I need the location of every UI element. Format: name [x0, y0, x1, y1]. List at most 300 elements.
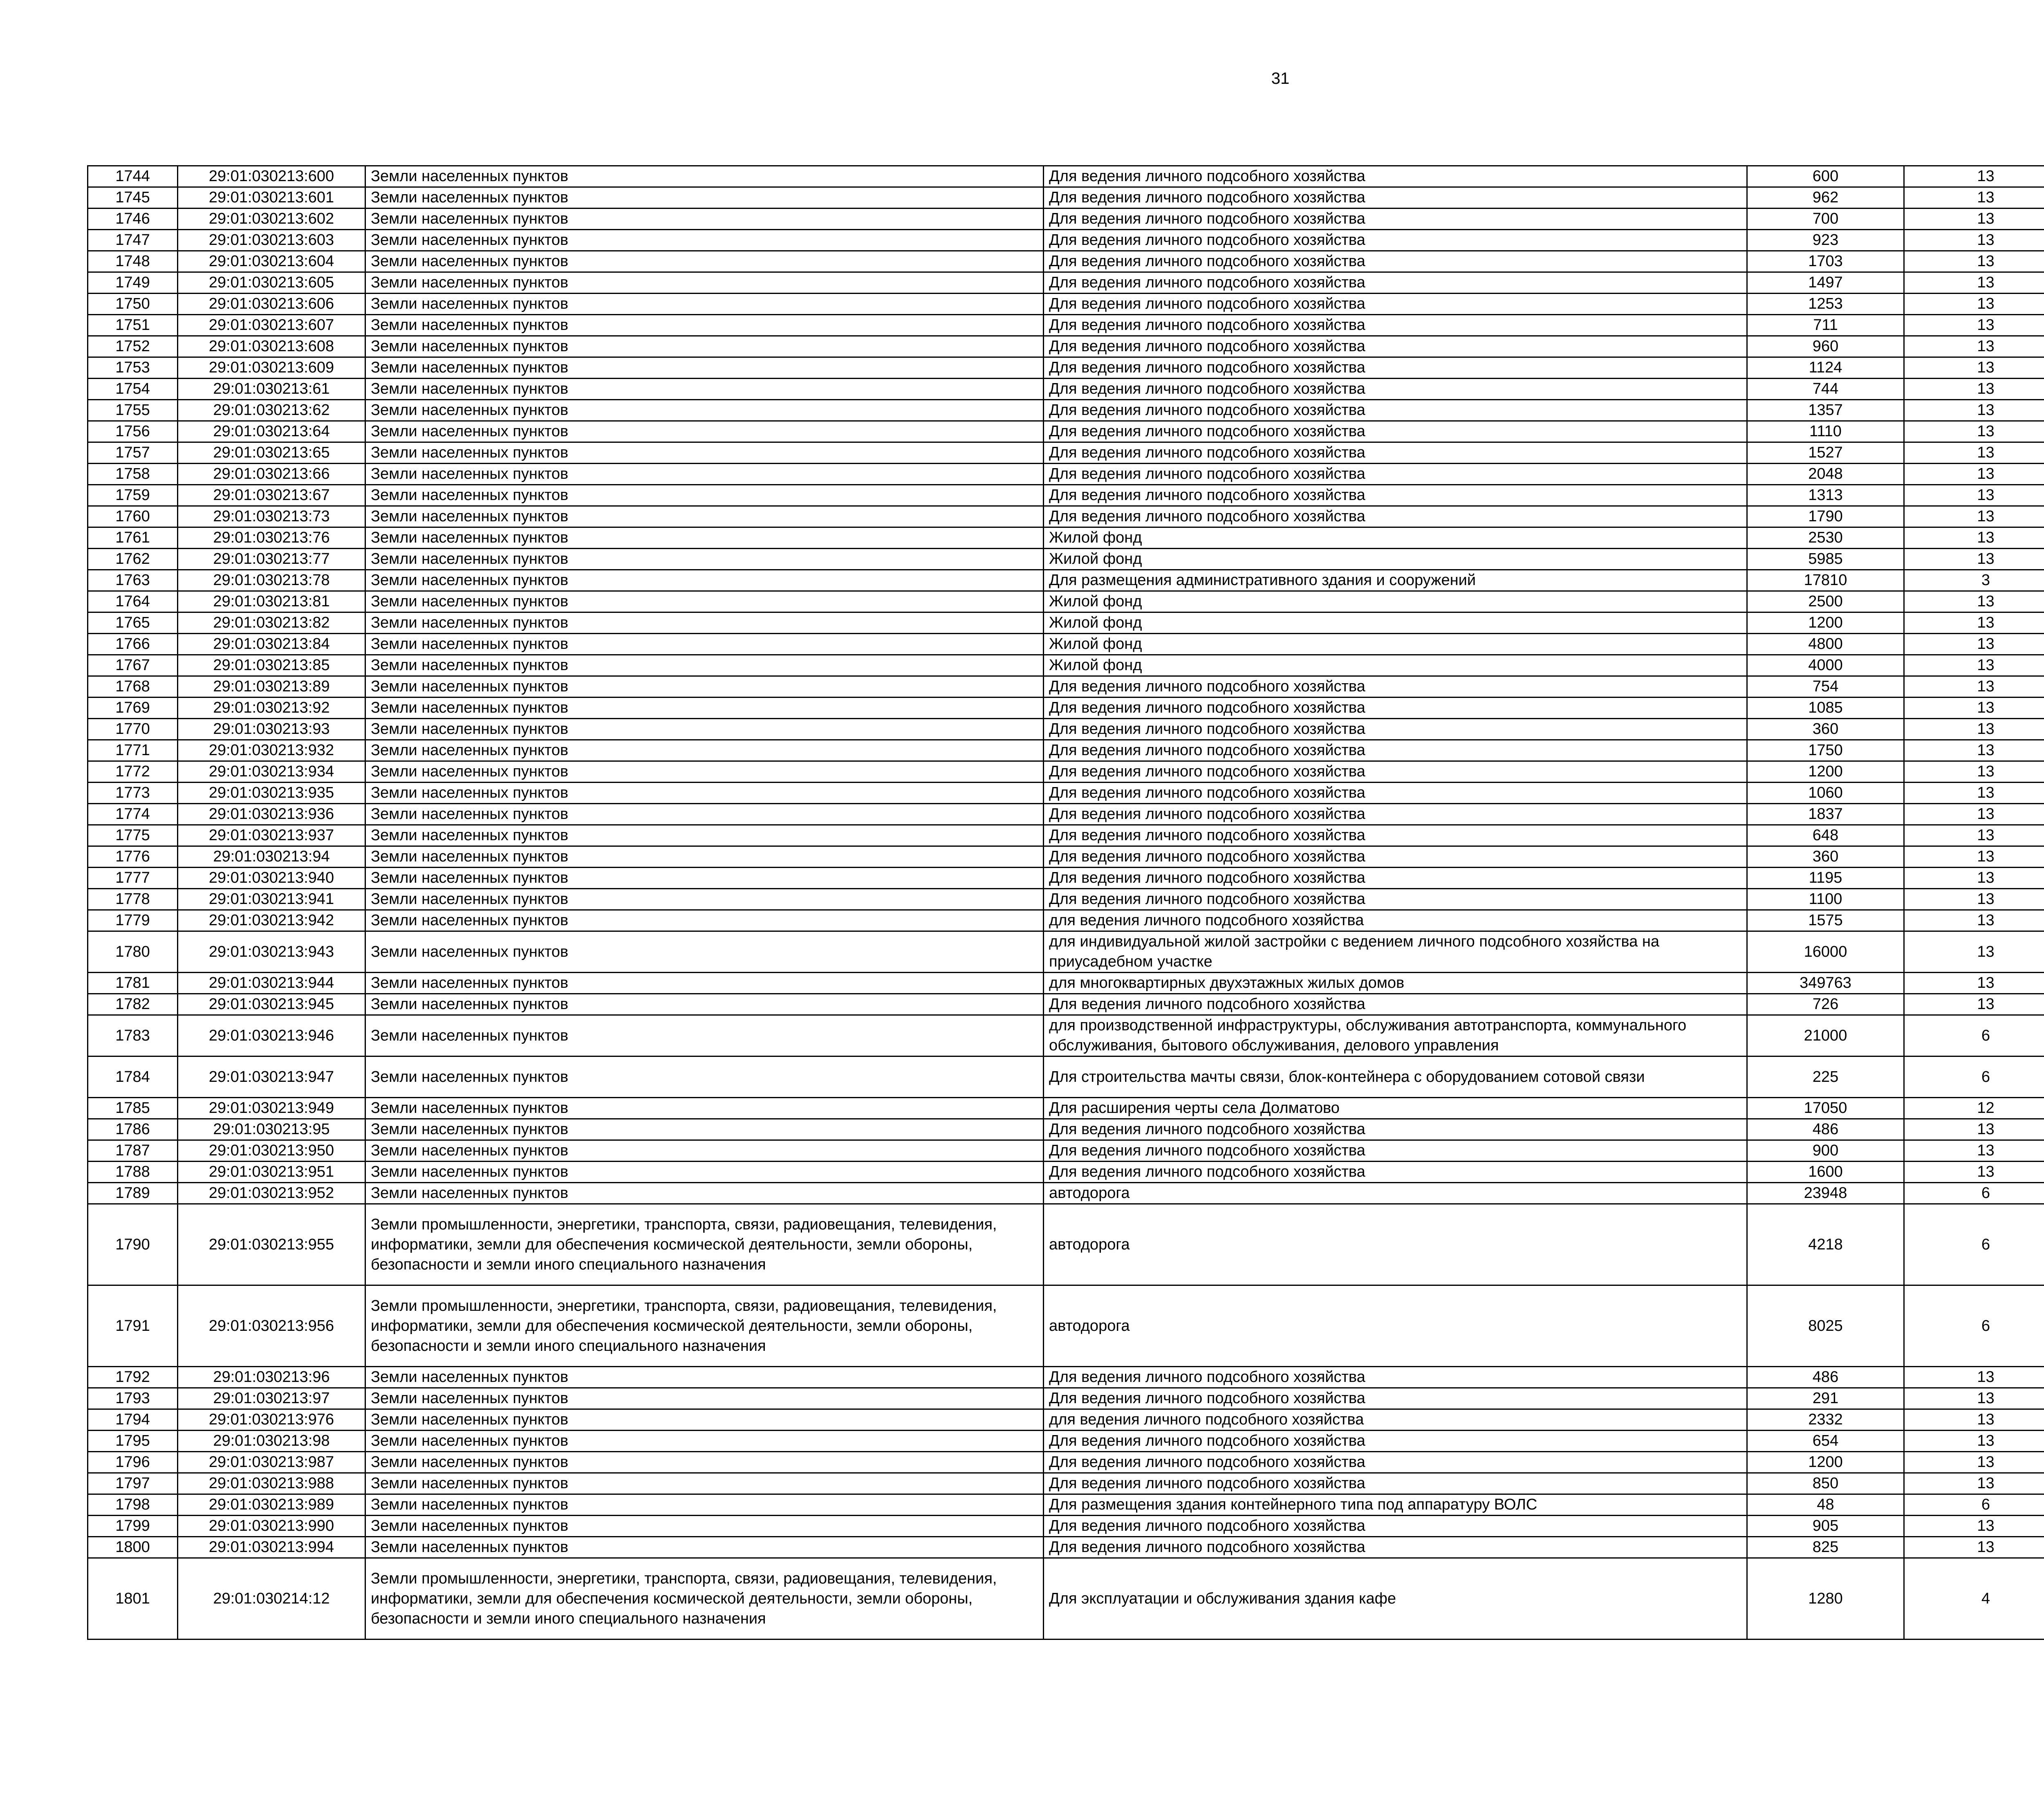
- area-value: 48: [1747, 1494, 1904, 1516]
- row-number: 1749: [88, 272, 178, 294]
- row-number: 1798: [88, 1494, 178, 1516]
- table-row: [88, 1473, 2044, 1494]
- table-row: [88, 1558, 2044, 1640]
- land-category: Земли населенных пунктов: [365, 868, 1044, 889]
- permitted-use: Для ведения личного подсобного хозяйства: [1044, 1162, 1747, 1183]
- table-row: [88, 591, 2044, 612]
- land-category: Земли населенных пунктов: [365, 1098, 1044, 1119]
- land-category: Земли населенных пунктов: [365, 1367, 1044, 1388]
- land-category: Земли населенных пунктов: [365, 634, 1044, 655]
- cadastral-number: 29:01:030213:936: [178, 804, 365, 825]
- cadastral-number: 29:01:030213:602: [178, 209, 365, 230]
- table-row: [88, 1204, 2044, 1285]
- land-category: Земли населенных пунктов: [365, 315, 1044, 336]
- cadastral-number: 29:01:030213:994: [178, 1537, 365, 1558]
- row-number: 1788: [88, 1162, 178, 1183]
- cadastral-number: 29:01:030213:95: [178, 1119, 365, 1140]
- area-value: 744: [1747, 379, 1904, 400]
- cadastral-number: 29:01:030213:81: [178, 591, 365, 612]
- permitted-use: Для ведения личного подсобного хозяйства: [1044, 251, 1747, 272]
- use-group: 13: [1904, 698, 2044, 719]
- table-row: [88, 506, 2044, 527]
- permitted-use: Для ведения личного подсобного хозяйства: [1044, 868, 1747, 889]
- cadastral-number: 29:01:030213:942: [178, 910, 365, 931]
- table-row: [88, 1285, 2044, 1367]
- row-number: 1794: [88, 1409, 178, 1431]
- table-row: [88, 570, 2044, 591]
- cadastral-number: 29:01:030213:946: [178, 1015, 365, 1056]
- use-group: 13: [1904, 187, 2044, 209]
- row-number: 1795: [88, 1431, 178, 1452]
- permitted-use: Жилой фонд: [1044, 612, 1747, 634]
- row-number: 1774: [88, 804, 178, 825]
- area-value: 2048: [1747, 464, 1904, 485]
- table-row: [88, 272, 2044, 294]
- row-number: 1759: [88, 485, 178, 506]
- cadastral-number: 29:01:030213:76: [178, 527, 365, 549]
- use-group: 13: [1904, 315, 2044, 336]
- row-number: 1745: [88, 187, 178, 209]
- table-row: [88, 357, 2044, 379]
- table-row: [88, 379, 2044, 400]
- use-group: 13: [1904, 230, 2044, 251]
- row-number: 1756: [88, 421, 178, 442]
- permitted-use: Для ведения личного подсобного хозяйства: [1044, 846, 1747, 868]
- table-row: [88, 612, 2044, 634]
- row-number: 1792: [88, 1367, 178, 1388]
- area-value: 1085: [1747, 698, 1904, 719]
- cadastral-number: 29:01:030213:608: [178, 336, 365, 357]
- permitted-use: Для эксплуатации и обслуживания здания кафе: [1044, 1558, 1747, 1640]
- table-row: [88, 230, 2044, 251]
- row-number: 1768: [88, 676, 178, 698]
- permitted-use: Для расширения черты села Долматово: [1044, 1098, 1747, 1119]
- use-group: 13: [1904, 442, 2044, 464]
- area-value: 850: [1747, 1473, 1904, 1494]
- cadastral-number: 29:01:030213:952: [178, 1183, 365, 1204]
- table-row: [88, 549, 2044, 570]
- permitted-use: Для ведения личного подсобного хозяйства: [1044, 761, 1747, 783]
- permitted-use: Для ведения личного подсобного хозяйства: [1044, 825, 1747, 846]
- area-value: 17810: [1747, 570, 1904, 591]
- use-group: 13: [1904, 166, 2044, 187]
- area-value: 1600: [1747, 1162, 1904, 1183]
- permitted-use: автодорога: [1044, 1183, 1747, 1204]
- land-category: Земли населенных пунктов: [365, 994, 1044, 1015]
- table-row: [88, 442, 2044, 464]
- cadastral-number: 29:01:030213:78: [178, 570, 365, 591]
- use-group: 13: [1904, 421, 2044, 442]
- permitted-use: Жилой фонд: [1044, 634, 1747, 655]
- cadastral-number: 29:01:030213:67: [178, 485, 365, 506]
- land-category: Земли населенных пунктов: [365, 1409, 1044, 1431]
- table-row: [88, 1431, 2044, 1452]
- table-row: [88, 209, 2044, 230]
- cadastral-number: 29:01:030213:92: [178, 698, 365, 719]
- use-group: 13: [1904, 994, 2044, 1015]
- land-category: Земли населенных пунктов: [365, 549, 1044, 570]
- table-row: [88, 1183, 2044, 1204]
- table-row: [88, 1516, 2044, 1537]
- area-value: 486: [1747, 1367, 1904, 1388]
- row-number: 1758: [88, 464, 178, 485]
- permitted-use: Для ведения личного подсобного хозяйства: [1044, 272, 1747, 294]
- row-number: 1751: [88, 315, 178, 336]
- table-row: [88, 187, 2044, 209]
- permitted-use: Жилой фонд: [1044, 655, 1747, 676]
- row-number: 1763: [88, 570, 178, 591]
- permitted-use: Для ведения личного подсобного хозяйства: [1044, 209, 1747, 230]
- row-number: 1748: [88, 251, 178, 272]
- use-group: 6: [1904, 1015, 2044, 1056]
- land-category: Земли населенных пунктов: [365, 251, 1044, 272]
- land-category: Земли населенных пунктов: [365, 527, 1044, 549]
- table-row: [88, 527, 2044, 549]
- land-category: Земли населенных пунктов: [365, 761, 1044, 783]
- table-row: [88, 973, 2044, 994]
- use-group: 13: [1904, 464, 2044, 485]
- cadastral-number: 29:01:030213:604: [178, 251, 365, 272]
- cadastral-number: 29:01:030213:65: [178, 442, 365, 464]
- permitted-use: Для ведения личного подсобного хозяйства: [1044, 994, 1747, 1015]
- cadastral-number: 29:01:030213:950: [178, 1140, 365, 1162]
- row-number: 1757: [88, 442, 178, 464]
- row-number: 1762: [88, 549, 178, 570]
- row-number: 1786: [88, 1119, 178, 1140]
- area-value: 700: [1747, 209, 1904, 230]
- use-group: 13: [1904, 1516, 2044, 1537]
- land-category: Земли населенных пунктов: [365, 698, 1044, 719]
- row-number: 1780: [88, 931, 178, 973]
- area-value: 905: [1747, 1516, 1904, 1537]
- use-group: 13: [1904, 506, 2044, 527]
- permitted-use: Для ведения личного подсобного хозяйства: [1044, 1119, 1747, 1140]
- use-group: 13: [1904, 485, 2044, 506]
- page-number: 31: [1271, 70, 1290, 87]
- row-number: 1755: [88, 400, 178, 421]
- row-number: 1775: [88, 825, 178, 846]
- use-group: 13: [1904, 783, 2044, 804]
- cadastral-number: 29:01:030213:990: [178, 1516, 365, 1537]
- permitted-use: Для ведения личного подсобного хозяйства: [1044, 187, 1747, 209]
- table-row: [88, 1119, 2044, 1140]
- cadastral-number: 29:01:030213:97: [178, 1388, 365, 1409]
- land-category: Земли населенных пунктов: [365, 570, 1044, 591]
- land-category: Земли промышленности, энергетики, транспорта, связи, радиовещания, телевидения, информатики, земли для обеспечения космической деятельности, земли обороны, безопасности и земли иного специального назначения: [365, 1204, 1044, 1285]
- row-number: 1782: [88, 994, 178, 1015]
- use-group: 13: [1904, 1409, 2044, 1431]
- land-category: Земли населенных пунктов: [365, 166, 1044, 187]
- land-category: Земли населенных пунктов: [365, 442, 1044, 464]
- land-category: Земли населенных пунктов: [365, 612, 1044, 634]
- area-value: 1750: [1747, 740, 1904, 761]
- area-value: 21000: [1747, 1015, 1904, 1056]
- table-row: [88, 783, 2044, 804]
- cadastral-number: 29:01:030213:96: [178, 1367, 365, 1388]
- permitted-use: Для ведения личного подсобного хозяйства: [1044, 698, 1747, 719]
- row-number: 1777: [88, 868, 178, 889]
- area-value: 1280: [1747, 1558, 1904, 1640]
- land-category: Земли промышленности, энергетики, транспорта, связи, радиовещания, телевидения, информатики, земли для обеспечения космической деятельности, земли обороны, безопасности и земли иного специального назначения: [365, 1285, 1044, 1367]
- land-category: Земли населенных пунктов: [365, 336, 1044, 357]
- area-value: 600: [1747, 166, 1904, 187]
- table-row: [88, 166, 2044, 187]
- table-row: [88, 336, 2044, 357]
- table-row: [88, 910, 2044, 931]
- cadastral-number: 29:01:030213:947: [178, 1056, 365, 1098]
- row-number: 1772: [88, 761, 178, 783]
- table-row: [88, 1367, 2044, 1388]
- cadastral-number: 29:01:030213:944: [178, 973, 365, 994]
- land-category: Земли населенных пунктов: [365, 783, 1044, 804]
- permitted-use: Для ведения личного подсобного хозяйства: [1044, 1516, 1747, 1537]
- table-row: [88, 464, 2044, 485]
- cadastral-number: 29:01:030213:956: [178, 1285, 365, 1367]
- permitted-use: Для ведения личного подсобного хозяйства: [1044, 442, 1747, 464]
- area-value: 711: [1747, 315, 1904, 336]
- use-group: 13: [1904, 1431, 2044, 1452]
- cadastral-number: 29:01:030213:932: [178, 740, 365, 761]
- cadastral-number: 29:01:030213:934: [178, 761, 365, 783]
- area-value: 960: [1747, 336, 1904, 357]
- cadastral-number: 29:01:030213:94: [178, 846, 365, 868]
- cadastral-number: 29:01:030213:935: [178, 783, 365, 804]
- cadastral-number: 29:01:030213:989: [178, 1494, 365, 1516]
- row-number: 1789: [88, 1183, 178, 1204]
- row-number: 1787: [88, 1140, 178, 1162]
- land-category: Земли населенных пунктов: [365, 1388, 1044, 1409]
- permitted-use: Жилой фонд: [1044, 591, 1747, 612]
- cadastral-number: 29:01:030213:988: [178, 1473, 365, 1494]
- table-row: [88, 655, 2044, 676]
- table-row: [88, 804, 2044, 825]
- land-category: Земли населенных пунктов: [365, 400, 1044, 421]
- permitted-use: Для ведения личного подсобного хозяйства: [1044, 294, 1747, 315]
- use-group: 13: [1904, 379, 2044, 400]
- table-row: [88, 400, 2044, 421]
- row-number: 1764: [88, 591, 178, 612]
- table-row: [88, 315, 2044, 336]
- row-number: 1765: [88, 612, 178, 634]
- cadastral-number: 29:01:030213:609: [178, 357, 365, 379]
- use-group: 4: [1904, 1558, 2044, 1640]
- cadastral-number: 29:01:030213:937: [178, 825, 365, 846]
- area-value: 825: [1747, 1537, 1904, 1558]
- area-value: 1060: [1747, 783, 1904, 804]
- use-group: 13: [1904, 825, 2044, 846]
- cadastral-number: 29:01:030213:606: [178, 294, 365, 315]
- land-category: Земли населенных пунктов: [365, 719, 1044, 740]
- row-number: 1797: [88, 1473, 178, 1494]
- permitted-use: для производственной инфраструктуры, обслуживания автотранспорта, коммунального обслуживания, бытового обслуживания, делового управления: [1044, 1015, 1747, 1056]
- use-group: 6: [1904, 1494, 2044, 1516]
- table-row: [88, 761, 2044, 783]
- cadastral-number: 29:01:030213:82: [178, 612, 365, 634]
- land-category: Земли населенных пунктов: [365, 825, 1044, 846]
- permitted-use: Для ведения личного подсобного хозяйства: [1044, 485, 1747, 506]
- permitted-use: автодорога: [1044, 1204, 1747, 1285]
- land-category: Земли населенных пунктов: [365, 1516, 1044, 1537]
- permitted-use: Для ведения личного подсобного хозяйства: [1044, 506, 1747, 527]
- permitted-use: Для размещения административного здания и сооружений: [1044, 570, 1747, 591]
- row-number: 1746: [88, 209, 178, 230]
- area-value: 23948: [1747, 1183, 1904, 1204]
- permitted-use: Для ведения личного подсобного хозяйства: [1044, 783, 1747, 804]
- permitted-use: Для ведения личного подсобного хозяйства: [1044, 1367, 1747, 1388]
- permitted-use: Для ведения личного подсобного хозяйства: [1044, 400, 1747, 421]
- land-category: Земли населенных пунктов: [365, 187, 1044, 209]
- table-row: [88, 1494, 2044, 1516]
- table-row: [88, 994, 2044, 1015]
- land-category: Земли населенных пунктов: [365, 209, 1044, 230]
- use-group: 13: [1904, 634, 2044, 655]
- area-value: 1790: [1747, 506, 1904, 527]
- use-group: 13: [1904, 1140, 2044, 1162]
- permitted-use: Для размещения здания контейнерного типа под аппаратуру ВОЛС: [1044, 1494, 1747, 1516]
- row-number: 1761: [88, 527, 178, 549]
- area-value: 486: [1747, 1119, 1904, 1140]
- land-category: Земли населенных пунктов: [365, 294, 1044, 315]
- use-group: 13: [1904, 1388, 2044, 1409]
- row-number: 1744: [88, 166, 178, 187]
- cadastral-number: 29:01:030213:607: [178, 315, 365, 336]
- permitted-use: Для ведения личного подсобного хозяйства: [1044, 379, 1747, 400]
- permitted-use: Для ведения личного подсобного хозяйства: [1044, 1473, 1747, 1494]
- row-number: 1793: [88, 1388, 178, 1409]
- row-number: 1796: [88, 1452, 178, 1473]
- cadastral-number: 29:01:030213:603: [178, 230, 365, 251]
- area-value: 349763: [1747, 973, 1904, 994]
- area-value: 360: [1747, 719, 1904, 740]
- table-row: [88, 421, 2044, 442]
- area-value: 1313: [1747, 485, 1904, 506]
- cadastral-number: 29:01:030213:84: [178, 634, 365, 655]
- table-row: [88, 1452, 2044, 1473]
- land-category: Земли населенных пунктов: [365, 655, 1044, 676]
- row-number: 1776: [88, 846, 178, 868]
- cadastral-number: 29:01:030213:89: [178, 676, 365, 698]
- row-number: 1778: [88, 889, 178, 910]
- table-row: [88, 1140, 2044, 1162]
- use-group: 12: [1904, 1098, 2044, 1119]
- land-category: Земли населенных пунктов: [365, 1431, 1044, 1452]
- permitted-use: Для ведения личного подсобного хозяйства: [1044, 889, 1747, 910]
- row-number: 1801: [88, 1558, 178, 1640]
- row-number: 1767: [88, 655, 178, 676]
- use-group: 13: [1904, 272, 2044, 294]
- land-category: Земли населенных пунктов: [365, 1162, 1044, 1183]
- use-group: 6: [1904, 1183, 2044, 1204]
- land-category: Земли населенных пунктов: [365, 379, 1044, 400]
- row-number: 1753: [88, 357, 178, 379]
- land-category: Земли населенных пунктов: [365, 1473, 1044, 1494]
- area-value: 1575: [1747, 910, 1904, 931]
- row-number: 1791: [88, 1285, 178, 1367]
- permitted-use: Жилой фонд: [1044, 549, 1747, 570]
- cadastral-number: 29:01:030213:951: [178, 1162, 365, 1183]
- permitted-use: Для ведения личного подсобного хозяйства: [1044, 804, 1747, 825]
- permitted-use: Для ведения личного подсобного хозяйства: [1044, 719, 1747, 740]
- use-group: 13: [1904, 868, 2044, 889]
- table-row: [88, 698, 2044, 719]
- permitted-use: Для ведения личного подсобного хозяйства: [1044, 740, 1747, 761]
- use-group: 13: [1904, 910, 2044, 931]
- row-number: 1750: [88, 294, 178, 315]
- land-category: Земли населенных пунктов: [365, 1452, 1044, 1473]
- cadastral-number: 29:01:030213:93: [178, 719, 365, 740]
- land-category: Земли населенных пунктов: [365, 931, 1044, 973]
- land-category: Земли населенных пунктов: [365, 1537, 1044, 1558]
- row-number: 1771: [88, 740, 178, 761]
- land-category: Земли населенных пунктов: [365, 506, 1044, 527]
- area-value: 8025: [1747, 1285, 1904, 1367]
- land-registry-table: [87, 165, 2044, 1640]
- area-value: 1497: [1747, 272, 1904, 294]
- permitted-use: для индивидуальной жилой застройки с ведением личного подсобного хозяйства на приусадебном участке: [1044, 931, 1747, 973]
- table-row: [88, 825, 2044, 846]
- use-group: 13: [1904, 804, 2044, 825]
- table-row: [88, 1015, 2044, 1056]
- permitted-use: Для ведения личного подсобного хозяйства: [1044, 166, 1747, 187]
- row-number: 1779: [88, 910, 178, 931]
- area-value: 1703: [1747, 251, 1904, 272]
- area-value: 2530: [1747, 527, 1904, 549]
- permitted-use: Жилой фонд: [1044, 527, 1747, 549]
- land-category: Земли населенных пунктов: [365, 464, 1044, 485]
- area-value: 4000: [1747, 655, 1904, 676]
- table-row: [88, 719, 2044, 740]
- permitted-use: Для ведения личного подсобного хозяйства: [1044, 230, 1747, 251]
- use-group: 13: [1904, 591, 2044, 612]
- area-value: 1357: [1747, 400, 1904, 421]
- area-value: 16000: [1747, 931, 1904, 973]
- row-number: 1790: [88, 1204, 178, 1285]
- land-category: Земли населенных пунктов: [365, 591, 1044, 612]
- land-category: Земли населенных пунктов: [365, 910, 1044, 931]
- permitted-use: для многоквартирных двухэтажных жилых домов: [1044, 973, 1747, 994]
- permitted-use: Для ведения личного подсобного хозяйства: [1044, 336, 1747, 357]
- area-value: 1195: [1747, 868, 1904, 889]
- table-row: [88, 1388, 2044, 1409]
- cadastral-number: 29:01:030213:66: [178, 464, 365, 485]
- row-number: 1773: [88, 783, 178, 804]
- use-group: 13: [1904, 761, 2044, 783]
- use-group: 6: [1904, 1285, 2044, 1367]
- cadastral-number: 29:01:030214:12: [178, 1558, 365, 1640]
- area-value: 1200: [1747, 761, 1904, 783]
- permitted-use: Для ведения личного подсобного хозяйства: [1044, 1452, 1747, 1473]
- use-group: 13: [1904, 740, 2044, 761]
- land-category: Земли населенных пунктов: [365, 421, 1044, 442]
- row-number: 1752: [88, 336, 178, 357]
- cadastral-number: 29:01:030213:61: [178, 379, 365, 400]
- table-body: [88, 166, 2044, 1640]
- use-group: 13: [1904, 1452, 2044, 1473]
- land-category: Земли населенных пунктов: [365, 485, 1044, 506]
- cadastral-number: 29:01:030213:85: [178, 655, 365, 676]
- land-category: Земли населенных пунктов: [365, 676, 1044, 698]
- land-category: Земли населенных пунктов: [365, 740, 1044, 761]
- row-number: 1754: [88, 379, 178, 400]
- permitted-use: Для ведения личного подсобного хозяйства: [1044, 676, 1747, 698]
- row-number: 1747: [88, 230, 178, 251]
- area-value: 1110: [1747, 421, 1904, 442]
- use-group: 13: [1904, 336, 2044, 357]
- cadastral-number: 29:01:030213:945: [178, 994, 365, 1015]
- table-row: [88, 1409, 2044, 1431]
- cadastral-number: 29:01:030213:943: [178, 931, 365, 973]
- area-value: 1124: [1747, 357, 1904, 379]
